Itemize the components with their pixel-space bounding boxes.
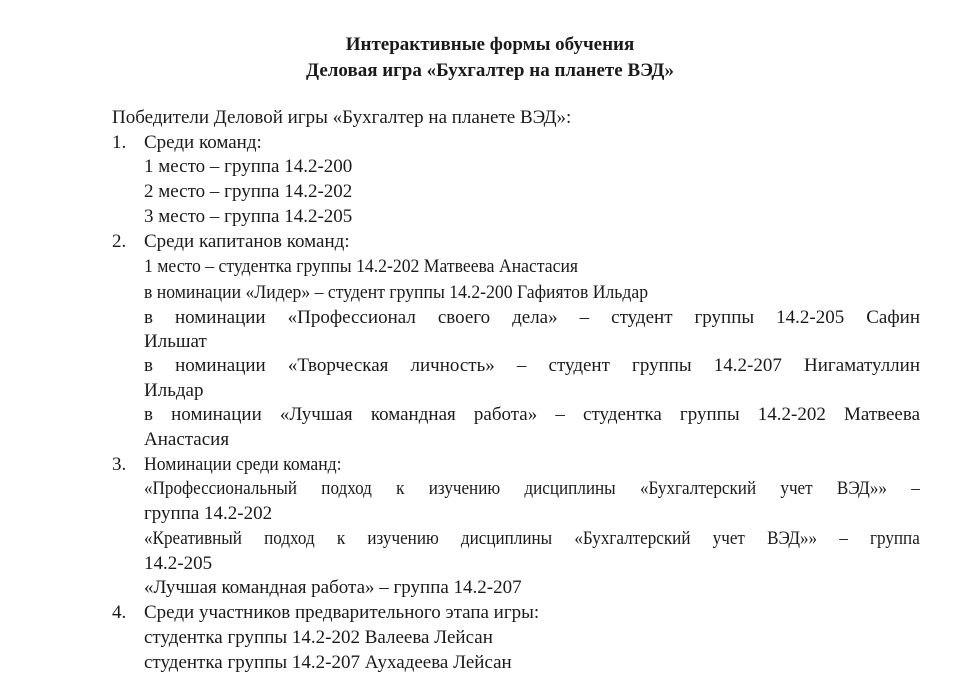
list-item (144, 404, 920, 426)
section-heading-text: Номинации среди команд: (144, 454, 342, 475)
list-number: 4. (112, 602, 127, 623)
list-item (144, 478, 920, 500)
list-item: 14.2-205 (144, 553, 213, 574)
section-heading: Среди капитанов команд: (144, 231, 350, 252)
list-number: 3. (112, 454, 127, 475)
list-item: 1 место – группа 14.2-200 (144, 156, 353, 177)
list-item: 2 место – группа 14.2-202 (144, 181, 353, 202)
document-title: Интерактивные формы обучения (345, 34, 635, 55)
list-item (144, 256, 611, 278)
list-number: 2. (112, 231, 127, 252)
document-subtitle: Деловая игра «Бухгалтер на планете ВЭД» (306, 60, 674, 81)
list-number: 1. (112, 132, 127, 153)
list-item: студентка группы 14.2-202 Валеева Лейсан (144, 627, 493, 648)
section-heading (144, 454, 356, 476)
list-item: группа 14.2-202 (144, 503, 273, 524)
list-item (144, 307, 920, 329)
intro-text: Победители Деловой игры «Бухгалтер на планете ВЭД»: (112, 107, 572, 128)
list-item (144, 528, 920, 550)
list-item: Анастасия (144, 429, 230, 450)
list-item (144, 282, 686, 304)
list-item-text: 1 место – студентка группы 14.2-202 Матвеева Анастасия (144, 256, 579, 277)
list-item: «Лучшая командная работа» – группа 14.2-207 (144, 577, 522, 598)
list-item-text: в номинации «Профессионал своего дела» – студент группы 14.2-205 Сафин (144, 307, 920, 328)
list-item-text: в номинации «Творческая личность» – студент группы 14.2-207 Нигаматуллин (144, 355, 920, 376)
list-item-text: «Креативный подход к изучению дисциплины «Бухгалтерский учет ВЭД»» – группа (144, 528, 920, 549)
list-item-text: в номинации «Лидер» – студент группы 14.2-200 Гафиятов Ильдар (144, 282, 649, 303)
list-item: Ильдар (144, 380, 204, 401)
section-heading: Среди команд: (144, 132, 262, 153)
list-item: 3 место – группа 14.2-205 (144, 206, 353, 227)
list-item: Ильшат (144, 331, 207, 352)
list-item-text: в номинации «Лучшая командная работа» – студентка группы 14.2-202 Матвеева (144, 404, 920, 425)
list-item-text: «Профессиональный подход к изучению дисциплины «Бухгалтерский учет ВЭД»» – (144, 478, 920, 499)
list-item (144, 355, 920, 377)
section-heading: Среди участников предварительного этапа игры: (144, 602, 540, 623)
list-item: студентка группы 14.2-207 Аухадеева Лейсан (144, 652, 512, 673)
